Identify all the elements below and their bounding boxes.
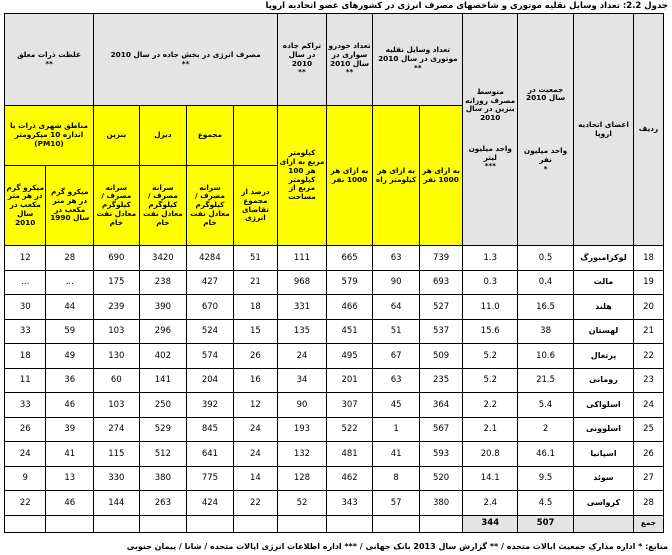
energy-total-cell: 641: [187, 442, 234, 467]
energy-pct-cell: 12: [233, 393, 277, 418]
population-cell: 10.6: [518, 344, 574, 369]
country-name: هلند: [574, 295, 634, 320]
pm-2010-cell: 33: [5, 393, 46, 418]
vehicles-per-1000-cell: 739: [419, 246, 462, 271]
header-cars-star: **: [345, 67, 354, 77]
energy-petrol-cell: 274: [94, 417, 140, 442]
header-fuel-star: ***: [484, 161, 496, 171]
row-index: 20: [634, 295, 664, 320]
cars-per-1000-cell: 579: [326, 270, 373, 295]
energy-total-cell: 524: [187, 319, 234, 344]
total-empty: [278, 515, 327, 532]
vehicles-per-km-cell: 45: [373, 393, 420, 418]
pm-2010-cell: 18: [5, 344, 46, 369]
energy-total-cell: 845: [187, 417, 234, 442]
road-density-cell: 193: [278, 417, 327, 442]
header-pm: [5, 14, 94, 106]
energy-diesel-cell: 402: [139, 344, 187, 369]
row-index: 22: [634, 344, 664, 369]
fuel-cell: 14.1: [463, 466, 518, 491]
total-fuel: 344: [463, 515, 518, 532]
energy-table: [4, 13, 664, 533]
table-row: [5, 319, 664, 344]
country-name: کرواسی: [574, 491, 634, 516]
pm-2010-cell: 26: [5, 417, 46, 442]
road-density-cell: 34: [278, 368, 327, 393]
energy-diesel-cell: 141: [139, 368, 187, 393]
header-population-title: جمعیت در سال 2010: [526, 84, 566, 103]
header-road: [278, 14, 327, 106]
pm-1990-cell: 49: [46, 344, 94, 369]
pm-1990-cell: 46: [46, 491, 94, 516]
vehicles-per-km-cell: 8: [373, 466, 420, 491]
energy-total-cell: 574: [187, 344, 234, 369]
energy-petrol-cell: 103: [94, 319, 140, 344]
header-energy-total: مجموع: [187, 106, 234, 166]
energy-diesel-cell: 390: [139, 295, 187, 320]
cars-per-1000-cell: 495: [326, 344, 373, 369]
total-empty: [373, 515, 420, 532]
pm-2010-cell: 22: [5, 491, 46, 516]
vehicles-per-1000-cell: 593: [419, 442, 462, 467]
vehicles-per-km-cell: 63: [373, 368, 420, 393]
fuel-cell: 5.2: [463, 344, 518, 369]
total-empty: [419, 515, 462, 532]
vehicles-per-km-cell: 57: [373, 491, 420, 516]
vehicles-per-km-cell: 1: [373, 417, 420, 442]
pm-2010-cell: 30: [5, 295, 46, 320]
energy-petrol-cell: 60: [94, 368, 140, 393]
pm-1990-cell: 36: [46, 368, 94, 393]
header-veh-per-km: به ازای هر کیلومتر راه: [373, 106, 420, 246]
road-density-cell: 135: [278, 319, 327, 344]
energy-petrol-cell: 115: [94, 442, 140, 467]
population-cell: 46.1: [518, 442, 574, 467]
header-population-unit: واحد میلیون نفر: [523, 146, 568, 164]
energy-pct-cell: 26: [233, 344, 277, 369]
energy-diesel-cell: 250: [139, 393, 187, 418]
table-row: [5, 295, 664, 320]
header-vehicles-title: تعداد وسایل نقلیه موتوری در سال 2010: [378, 45, 458, 64]
fuel-cell: 1.3: [463, 246, 518, 271]
header-fuel-unit: واحد میلیون لیتر: [468, 143, 512, 162]
fuel-cell: 5.2: [463, 368, 518, 393]
vehicles-per-1000-cell: 527: [419, 295, 462, 320]
pm-2010-cell: 24: [5, 442, 46, 467]
row-index: 21: [634, 319, 664, 344]
population-cell: 0.5: [518, 246, 574, 271]
vehicles-per-1000-cell: 537: [419, 319, 462, 344]
total-empty: [5, 515, 46, 532]
header-energy: [94, 14, 278, 106]
table-row: [5, 417, 664, 442]
table-body: [5, 246, 664, 516]
fuel-cell: 2.2: [463, 393, 518, 418]
cars-per-1000-cell: 466: [326, 295, 373, 320]
energy-pct-cell: 16: [233, 368, 277, 393]
header-fuel: [463, 14, 518, 246]
table-row: [5, 491, 664, 516]
header-energy-pct: درصد از مجموع تقاضای انرژی: [233, 166, 277, 246]
road-density-cell: 128: [278, 466, 327, 491]
fuel-cell: 2.4: [463, 491, 518, 516]
cars-per-1000-cell: 343: [326, 491, 373, 516]
energy-pct-cell: 24: [233, 442, 277, 467]
pm-2010-cell: 11: [5, 368, 46, 393]
total-empty: [46, 515, 94, 532]
header-population: [518, 14, 574, 246]
pm-2010-cell: 9: [5, 466, 46, 491]
energy-pct-cell: 18: [233, 295, 277, 320]
table-row: [5, 368, 664, 393]
header-road-star: **: [298, 67, 306, 77]
energy-pct-cell: 14: [233, 466, 277, 491]
energy-petrol-cell: 103: [94, 393, 140, 418]
header-vehicles-star: **: [414, 62, 422, 72]
fuel-cell: 15.6: [463, 319, 518, 344]
pm-1990-cell: 28: [46, 246, 94, 271]
header-pm-star: **: [45, 58, 53, 68]
energy-pct-cell: 15: [233, 319, 277, 344]
country-name: رومانی: [574, 368, 634, 393]
cars-per-1000-cell: 522: [326, 417, 373, 442]
row-index: 24: [634, 393, 664, 418]
vehicles-per-1000-cell: 235: [419, 368, 462, 393]
header-energy-petrol-unit: سرانه مصرف / کیلوگرم معادل نفت خام: [94, 166, 140, 246]
cars-per-1000-cell: 665: [326, 246, 373, 271]
energy-pct-cell: 24: [233, 417, 277, 442]
header-cars: [326, 14, 373, 106]
total-empty: [139, 515, 187, 532]
energy-diesel-cell: 296: [139, 319, 187, 344]
energy-total-cell: 4284: [187, 246, 234, 271]
row-index: 18: [634, 246, 664, 271]
header-fuel-title: متوسط مصرف روزانه بنزین در سال 2010: [465, 86, 516, 123]
energy-total-cell: 204: [187, 368, 234, 393]
vehicles-per-km-cell: 41: [373, 442, 420, 467]
pm-1990-cell: 46: [46, 393, 94, 418]
header-energy-star: **: [181, 58, 190, 68]
table-row: [5, 246, 664, 271]
total-empty: [326, 515, 373, 532]
header-vehicles: [373, 14, 463, 106]
vehicles-per-1000-cell: 567: [419, 417, 462, 442]
header-cars-title: تعداد خودرو سواری در سال 2010: [328, 41, 371, 68]
cars-per-1000-cell: 451: [326, 319, 373, 344]
vehicles-per-km-cell: 51: [373, 319, 420, 344]
vehicles-per-1000-cell: 364: [419, 393, 462, 418]
road-density-cell: 111: [278, 246, 327, 271]
country-name: مالت: [574, 270, 634, 295]
sources-footer: منابع: * اداره مدارک جمعیت ایالات متحده / ** گزارش سال 2013 بانک جهانی / *** اداره اطلاعات انرژی ایالات متحده / شانا / پیمان جنوبی: [126, 542, 668, 551]
row-index: 28: [634, 491, 664, 516]
table-row: [5, 466, 664, 491]
pm-1990-cell: ...: [46, 270, 94, 295]
header-energy-diesel: دیزل: [139, 106, 187, 166]
total-empty: [187, 515, 234, 532]
total-empty: [233, 515, 277, 532]
header-pm-title: غلظت ذرات معلق: [17, 49, 81, 59]
row-index: 19: [634, 270, 664, 295]
header-member: اعضای اتحادیه اروپا: [574, 14, 634, 246]
total-row: [5, 515, 664, 532]
row-index: 23: [634, 368, 664, 393]
energy-diesel-cell: 263: [139, 491, 187, 516]
pm-1990-cell: 41: [46, 442, 94, 467]
energy-petrol-cell: 330: [94, 466, 140, 491]
road-density-cell: 132: [278, 442, 327, 467]
cars-per-1000-cell: 201: [326, 368, 373, 393]
vehicles-per-1000-cell: 693: [419, 270, 462, 295]
header-energy-title: مصرف انرژی در بخش جاده در سال 2010: [110, 49, 261, 59]
pm-2010-cell: 33: [5, 319, 46, 344]
row-index: 27: [634, 466, 664, 491]
population-cell: 9.5: [518, 466, 574, 491]
population-cell: 2: [518, 417, 574, 442]
row-index: 26: [634, 442, 664, 467]
country-name: لهستان: [574, 319, 634, 344]
fuel-cell: 11.0: [463, 295, 518, 320]
total-empty: [94, 515, 140, 532]
vehicles-per-1000-cell: 509: [419, 344, 462, 369]
header-pm-1990: میکرو گرم در هر متر مکعب در سال 1990: [46, 166, 94, 246]
fuel-cell: 2.1: [463, 417, 518, 442]
total-label: جمع: [634, 515, 664, 532]
pm-1990-cell: 13: [46, 466, 94, 491]
country-name: اسلواکی: [574, 393, 634, 418]
cars-per-1000-cell: 462: [326, 466, 373, 491]
pm-1990-cell: 59: [46, 319, 94, 344]
header-cars-per-1000: به ازای هر 1000 نفر: [326, 106, 373, 246]
header-radif: ردیف: [634, 14, 664, 246]
road-density-cell: 24: [278, 344, 327, 369]
header-population-star: *: [543, 163, 548, 173]
population-cell: 16.5: [518, 295, 574, 320]
energy-total-cell: 427: [187, 270, 234, 295]
road-density-cell: 90: [278, 393, 327, 418]
energy-diesel-cell: 380: [139, 466, 187, 491]
header-energy-pct-top: [233, 106, 277, 166]
energy-petrol-cell: 175: [94, 270, 140, 295]
cars-per-1000-cell: 481: [326, 442, 373, 467]
road-density-cell: 331: [278, 295, 327, 320]
fuel-cell: 0.3: [463, 270, 518, 295]
table-caption: جدول 2.2: تعداد وسایل نقلیه موتوری و شاخصهای مصرف انرژی در کشورهای عضو اتحادیه اروپا: [265, 1, 668, 11]
header-road-unit: کیلومتر مربع به ازای هر 100 کیلومتر مربع از مساحت: [278, 106, 327, 246]
energy-total-cell: 424: [187, 491, 234, 516]
population-cell: 0.4: [518, 270, 574, 295]
header-pm-2010: میکرو گرم در هر متر مکعب در سال 2010: [5, 166, 46, 246]
pm-1990-cell: 39: [46, 417, 94, 442]
pm-2010-cell: 12: [5, 246, 46, 271]
country-name: اسپانیا: [574, 442, 634, 467]
energy-total-cell: 775: [187, 466, 234, 491]
header-energy-petrol: بنزین: [94, 106, 140, 166]
table-row: [5, 442, 664, 467]
energy-petrol-cell: 130: [94, 344, 140, 369]
energy-diesel-cell: 3420: [139, 246, 187, 271]
vehicles-per-1000-cell: 520: [419, 466, 462, 491]
energy-diesel-cell: 512: [139, 442, 187, 467]
energy-pct-cell: 51: [233, 246, 277, 271]
row-index: 25: [634, 417, 664, 442]
header-road-title: تراکم جاده در سال 2010: [282, 41, 322, 68]
pm-2010-cell: ...: [5, 270, 46, 295]
energy-pct-cell: 22: [233, 491, 277, 516]
vehicles-per-km-cell: 64: [373, 295, 420, 320]
header-energy-total-unit: سرانه مصرف / کیلوگرم معادل نفت خام: [187, 166, 234, 246]
header-pm-sub: مناطق شهری ذرات با اندازه 10 میکرومتر (PM10): [5, 106, 94, 166]
header-veh-per-1000: به ازای هر 1000 نفر: [419, 106, 462, 246]
total-name-cell: [574, 515, 634, 532]
population-cell: 5.4: [518, 393, 574, 418]
table-row: [5, 344, 664, 369]
vehicles-per-km-cell: 90: [373, 270, 420, 295]
country-name: پرتغال: [574, 344, 634, 369]
energy-diesel-cell: 529: [139, 417, 187, 442]
fuel-cell: 20.8: [463, 442, 518, 467]
road-density-cell: 52: [278, 491, 327, 516]
energy-petrol-cell: 690: [94, 246, 140, 271]
header-energy-diesel-unit: سرانه مصرف / کیلوگرم معادل نفت خام: [139, 166, 187, 246]
energy-petrol-cell: 144: [94, 491, 140, 516]
vehicles-per-1000-cell: 380: [419, 491, 462, 516]
country-name: لوکزامبورگ: [574, 246, 634, 271]
table-row: [5, 270, 664, 295]
population-cell: 4.5: [518, 491, 574, 516]
road-density-cell: 968: [278, 270, 327, 295]
population-cell: 38: [518, 319, 574, 344]
table-row: [5, 393, 664, 418]
energy-total-cell: 670: [187, 295, 234, 320]
energy-pct-cell: 21: [233, 270, 277, 295]
country-name: اسلوونی: [574, 417, 634, 442]
total-pop: 507: [518, 515, 574, 532]
vehicles-per-km-cell: 63: [373, 246, 420, 271]
vehicles-per-km-cell: 67: [373, 344, 420, 369]
population-cell: 21.5: [518, 368, 574, 393]
pm-1990-cell: 44: [46, 295, 94, 320]
country-name: سوئد: [574, 466, 634, 491]
cars-per-1000-cell: 307: [326, 393, 373, 418]
energy-petrol-cell: 239: [94, 295, 140, 320]
energy-diesel-cell: 238: [139, 270, 187, 295]
energy-total-cell: 392: [187, 393, 234, 418]
